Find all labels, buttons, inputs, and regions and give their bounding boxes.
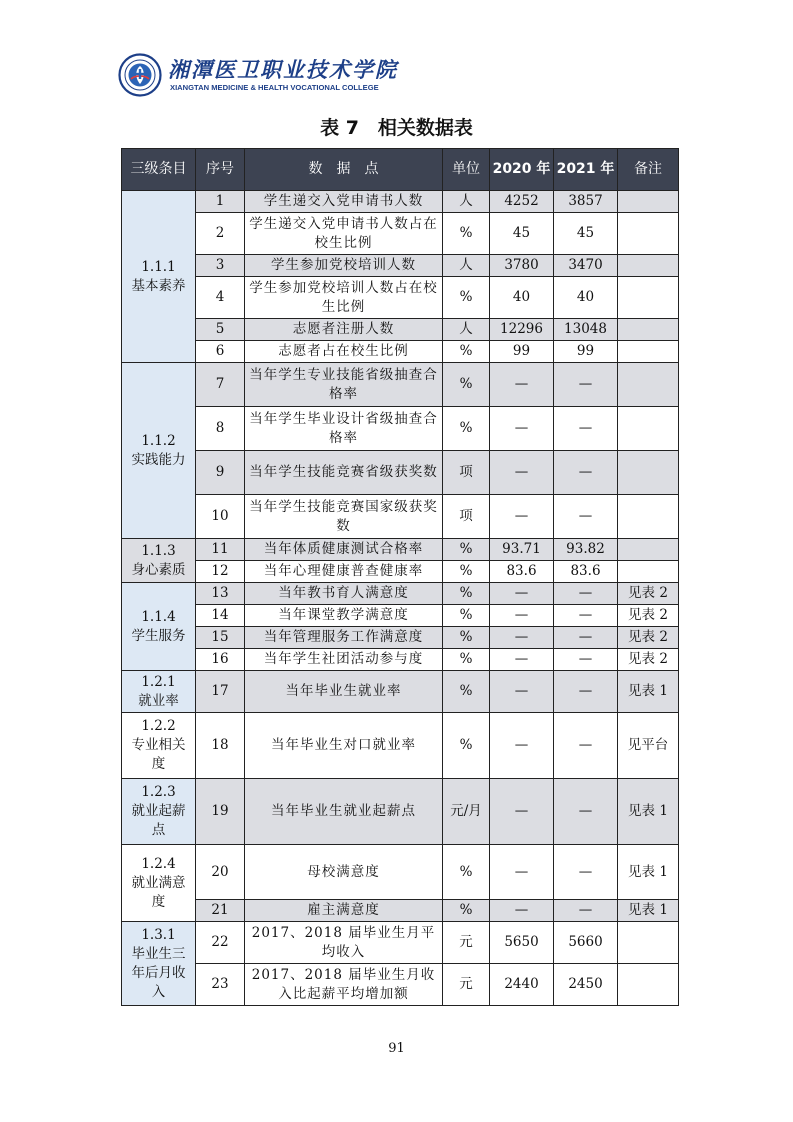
table-row [122,900,679,922]
note-cell [618,319,679,341]
row-number-cell: 17 [196,671,245,713]
table-row [122,363,679,407]
table-header-row [122,149,679,191]
row-number-cell: 22 [196,922,245,964]
row-number-cell: 3 [196,255,245,277]
value-2020-cell: 2440 [490,964,554,1006]
value-2020-cell: 4252 [490,191,554,213]
note-cell: 见表 2 [618,627,679,649]
table-row [122,341,679,363]
note-cell: 见表 2 [618,649,679,671]
category-label-line: 基本素养 [131,277,186,294]
category-cell [122,363,196,539]
table-row [122,407,679,451]
category-label-line: 专业相关 [131,737,186,753]
unit-cell: % [443,277,490,319]
unit-cell: % [443,713,490,779]
indicator-cell: 当年心理健康普查健康率 [245,561,443,583]
row-number-cell: 1 [196,191,245,213]
category-label-line: 1.1.3 [141,542,176,559]
column-header-note: 备注 [618,149,679,191]
indicator-cell: 母校满意度 [245,845,443,900]
unit-cell: % [443,407,490,451]
table-row [122,779,679,845]
table-row [122,627,679,649]
column-header-number: 序号 [196,149,245,191]
value-2020-cell: — [490,583,554,605]
value-2020-cell: — [490,671,554,713]
value-2020-cell: — [490,363,554,407]
value-2021-cell: — [554,779,618,845]
unit-cell: % [443,539,490,561]
row-number-cell: 16 [196,649,245,671]
unit-cell: 元 [443,964,490,1006]
value-2021-cell: 3857 [554,191,618,213]
note-cell [618,451,679,495]
value-2021-cell: 40 [554,277,618,319]
indicator-cell: 当年学生技能竞赛国家级获奖数 [245,495,443,539]
value-2020-cell: — [490,649,554,671]
value-2021-cell: — [554,900,618,922]
note-cell [618,964,679,1006]
row-number-cell: 7 [196,363,245,407]
category-label-line: 度 [151,893,166,910]
value-2021-cell: — [554,845,618,900]
indicator-cell: 当年毕业生就业率 [245,671,443,713]
unit-cell: % [443,900,490,922]
table-row [122,255,679,277]
unit-cell: % [443,605,490,627]
category-label-line: 度 [151,756,166,772]
note-cell [618,561,679,583]
row-number-cell: 4 [196,277,245,319]
unit-cell: % [443,671,490,713]
row-number-cell: 5 [196,319,245,341]
row-number-cell: 10 [196,495,245,539]
category-label-line: 1.2.2 [141,718,176,734]
unit-cell: % [443,561,490,583]
category-cell [122,671,196,713]
category-label-line: 1.3.1 [141,926,176,943]
indicator-cell: 当年毕业生就业起薪点 [245,779,443,845]
row-number-cell: 8 [196,407,245,451]
data-table [121,148,679,1006]
value-2020-cell: — [490,845,554,900]
indicator-cell: 当年课堂教学满意度 [245,605,443,627]
table-row [122,539,679,561]
unit-cell: % [443,627,490,649]
note-cell: 见表 1 [618,779,679,845]
category-label-line: 就业起薪 [131,803,186,819]
value-2020-cell: — [490,605,554,627]
note-cell: 见表 2 [618,583,679,605]
row-number-cell: 20 [196,845,245,900]
row-number-cell: 21 [196,900,245,922]
note-cell: 见表 2 [618,605,679,627]
unit-cell: 人 [443,255,490,277]
indicator-cell: 志愿者注册人数 [245,319,443,341]
value-2021-cell: 5660 [554,922,618,964]
note-cell [618,495,679,539]
unit-cell: 项 [443,451,490,495]
table-row [122,713,679,779]
indicator-cell: 当年学生毕业设计省级抽查合格率 [245,407,443,451]
page-header [118,53,438,99]
note-cell [618,277,679,319]
category-label-line: 1.2.1 [141,673,176,690]
value-2020-cell: 93.71 [490,539,554,561]
category-cell [122,191,196,363]
value-2020-cell: — [490,451,554,495]
table-row [122,495,679,539]
unit-cell: 项 [443,495,490,539]
value-2021-cell: 93.82 [554,539,618,561]
value-2021-cell: — [554,451,618,495]
value-2021-cell: — [554,713,618,779]
table-row [122,277,679,319]
school-name-english: XIANGTAN MEDICINE & HEALTH VOCATIONAL COLLEGE [170,83,379,92]
indicator-cell: 学生递交入党申请书人数占在校生比例 [245,213,443,255]
value-2021-cell: — [554,605,618,627]
table-row [122,319,679,341]
value-2020-cell: — [490,900,554,922]
indicator-cell: 当年教书育人满意度 [245,583,443,605]
table-body [122,191,679,1006]
indicator-cell: 当年学生社团活动参与度 [245,649,443,671]
row-number-cell: 12 [196,561,245,583]
table-row [122,583,679,605]
category-cell [122,713,196,779]
value-2021-cell: 13048 [554,319,618,341]
value-2020-cell: 12296 [490,319,554,341]
row-number-cell: 11 [196,539,245,561]
note-cell: 见表 1 [618,671,679,713]
unit-cell: % [443,341,490,363]
value-2021-cell: — [554,495,618,539]
row-number-cell: 9 [196,451,245,495]
row-number-cell: 23 [196,964,245,1006]
value-2021-cell: 83.6 [554,561,618,583]
value-2020-cell: — [490,713,554,779]
unit-cell: 元/月 [443,779,490,845]
note-cell [618,363,679,407]
table-row [122,451,679,495]
indicator-cell: 当年学生专业技能省级抽查合格率 [245,363,443,407]
table-row [122,213,679,255]
note-cell [618,539,679,561]
column-header-category: 三级条目 [122,149,196,191]
value-2020-cell: 40 [490,277,554,319]
value-2021-cell: 2450 [554,964,618,1006]
note-cell [618,922,679,964]
value-2021-cell: 3470 [554,255,618,277]
indicator-cell: 当年管理服务工作满意度 [245,627,443,649]
unit-cell: % [443,213,490,255]
indicator-cell: 当年体质健康测试合格率 [245,539,443,561]
category-label-line: 1.2.3 [141,784,176,800]
row-number-cell: 18 [196,713,245,779]
unit-cell: % [443,583,490,605]
unit-cell: 人 [443,191,490,213]
indicator-cell: 雇主满意度 [245,900,443,922]
category-label-line: 1.2.4 [141,855,176,872]
value-2021-cell: 45 [554,213,618,255]
value-2020-cell: — [490,779,554,845]
table-row [122,845,679,900]
category-cell [122,922,196,1006]
indicator-cell: 学生参加党校培训人数 [245,255,443,277]
category-label-line: 毕业生三 [131,945,186,962]
value-2020-cell: 45 [490,213,554,255]
column-header-indicator: 数 据 点 [245,149,443,191]
value-2021-cell: — [554,649,618,671]
category-label-line: 入 [151,983,166,1000]
category-label-line: 1.1.2 [141,432,176,449]
note-cell [618,407,679,451]
category-label-line: 实践能力 [131,451,186,468]
value-2020-cell: 83.6 [490,561,554,583]
note-cell: 见表 1 [618,845,679,900]
value-2021-cell: — [554,671,618,713]
category-label-line: 点 [151,822,166,838]
school-name-chinese: 湘潭医卫职业技术学院 [168,57,398,82]
column-header-unit: 单位 [443,149,490,191]
table-row [122,561,679,583]
unit-cell: 人 [443,319,490,341]
value-2021-cell: — [554,627,618,649]
category-cell [122,779,196,845]
category-label-line: 年后月收 [131,964,186,981]
value-2021-cell: — [554,583,618,605]
note-cell: 见平台 [618,713,679,779]
category-label-line: 就业满意 [131,874,186,891]
category-label-line: 1.1.4 [141,608,176,625]
note-cell [618,341,679,363]
table-row [122,649,679,671]
page-number: 91 [388,1041,405,1056]
row-number-cell: 6 [196,341,245,363]
value-2021-cell: 99 [554,341,618,363]
unit-cell: % [443,363,490,407]
table-row [122,964,679,1006]
indicator-cell: 学生递交入党申请书人数 [245,191,443,213]
indicator-cell: 2017、2018 届毕业生月平均收入 [245,922,443,964]
indicator-cell: 当年学生技能竞赛省级获奖数 [245,451,443,495]
unit-cell: % [443,845,490,900]
value-2020-cell: — [490,407,554,451]
category-label-line: 就业率 [138,692,179,709]
row-number-cell: 13 [196,583,245,605]
category-label-line: 1.1.1 [141,258,176,275]
category-cell [122,539,196,583]
unit-cell: 元 [443,922,490,964]
note-cell [618,213,679,255]
value-2020-cell: 5650 [490,922,554,964]
indicator-cell: 学生参加党校培训人数占在校生比例 [245,277,443,319]
table-row [122,922,679,964]
row-number-cell: 14 [196,605,245,627]
value-2021-cell: — [554,363,618,407]
row-number-cell: 15 [196,627,245,649]
table-row [122,671,679,713]
value-2020-cell: 99 [490,341,554,363]
value-2021-cell: — [554,407,618,451]
column-header-2020: 2020 年 [490,149,554,191]
value-2020-cell: — [490,627,554,649]
note-cell [618,191,679,213]
category-cell [122,583,196,671]
category-label-line: 身心素质 [131,561,186,578]
note-cell: 见表 1 [618,900,679,922]
category-cell [122,845,196,922]
note-cell [618,255,679,277]
category-label-line: 学生服务 [131,627,186,644]
table-row [122,605,679,627]
value-2020-cell: — [490,495,554,539]
indicator-cell: 2017、2018 届毕业生月收入比起薪平均增加额 [245,964,443,1006]
indicator-cell: 当年毕业生对口就业率 [245,713,443,779]
unit-cell: % [443,649,490,671]
row-number-cell: 19 [196,779,245,845]
column-header-2021: 2021 年 [554,149,618,191]
value-2020-cell: 3780 [490,255,554,277]
college-logo-icon [118,53,162,97]
table-row [122,191,679,213]
indicator-cell: 志愿者占在校生比例 [245,341,443,363]
table-title: 表 7 相关数据表 [320,117,473,139]
row-number-cell: 2 [196,213,245,255]
